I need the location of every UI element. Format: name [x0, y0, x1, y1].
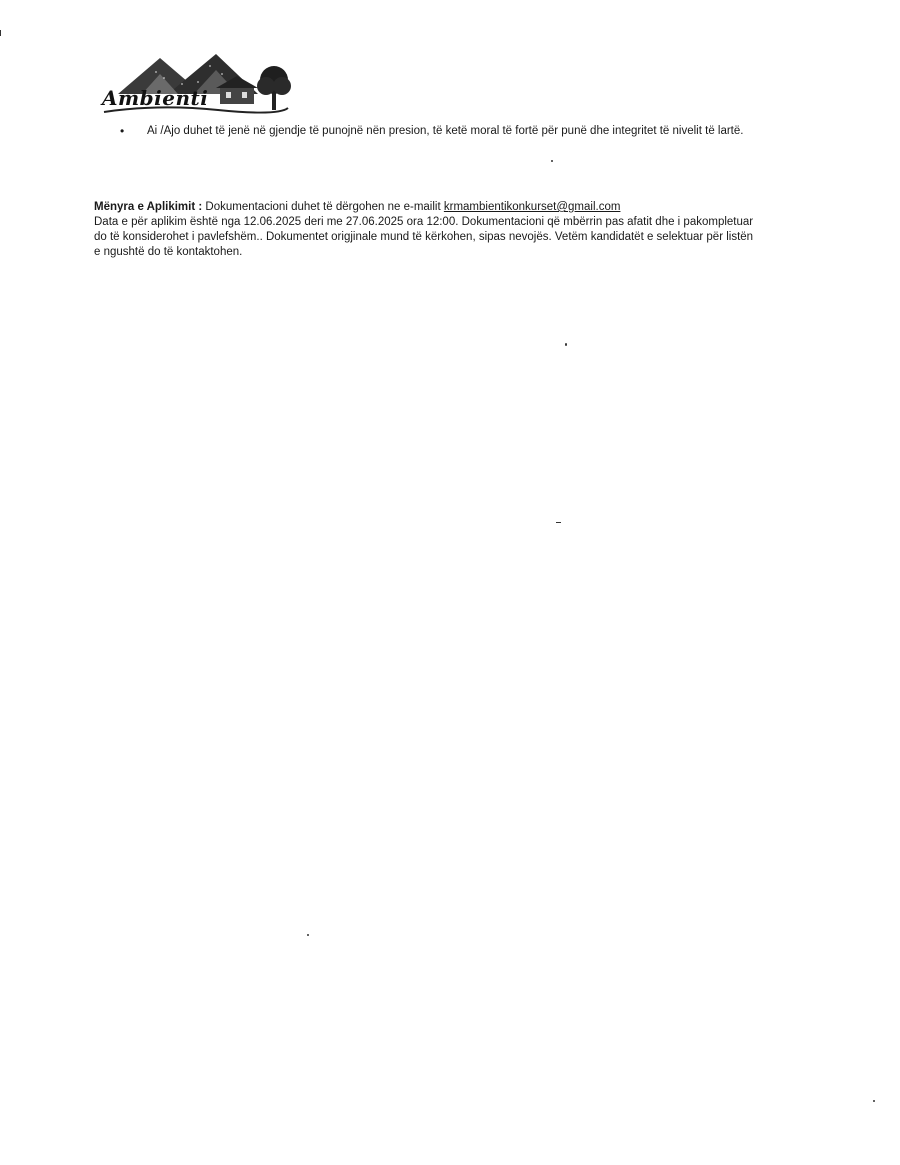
application-section [94, 200, 754, 260]
scan-speck [307, 934, 309, 936]
company-logo [98, 52, 298, 118]
scan-speck [0, 30, 1, 36]
application-line-1 [94, 200, 754, 215]
requirement-item [120, 124, 800, 139]
application-label: Mënyra e Aplikimit : [94, 201, 203, 213]
requirement-text: Ai /Ajo duhet të jenë në gjendje të punojnë nën presion, të ketë moral të fortë për punë dhe integritet të nivelit të lartë. [147, 125, 744, 137]
bullet-marker: • [120, 124, 125, 138]
scan-speck [565, 343, 567, 346]
application-instruction: Dokumentacioni duhet të dërgohen ne e-mailit [202, 201, 444, 213]
scan-speck [556, 522, 561, 523]
scan-speck [551, 160, 553, 162]
scan-speck [873, 1100, 875, 1102]
application-details: Data e për aplikim është nga 12.06.2025 deri me 27.06.2025 ora 12:00. Dokumentacioni që mbërrin pas afatit dhe i pakompletuar do të konsiderohet i pavlefshëm.. Dokumentet origjinale mund të kërkohen, sipas nevojës. Vetëm kandidatët e selektuar për listën e ngushtë do të kontaktohen. [94, 216, 754, 258]
logo-text: Ambienti [102, 86, 209, 110]
application-email-link[interactable]: krmambientikonkurset@gmail.com [443, 201, 621, 213]
